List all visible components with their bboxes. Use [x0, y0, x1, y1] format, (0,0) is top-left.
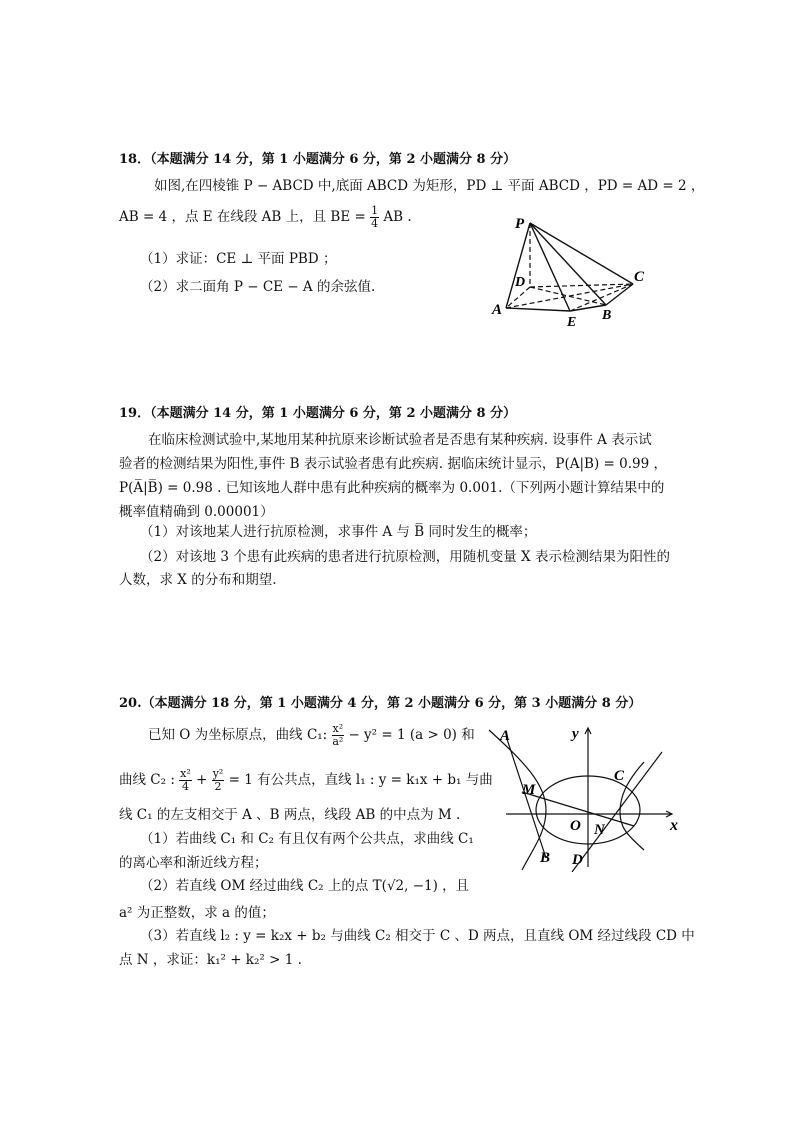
frac-denominator: a² — [332, 735, 344, 748]
q20-line1-a: 已知 O 为坐标原点，曲线 C₁: — [148, 727, 328, 743]
label-O: O — [570, 818, 581, 834]
q20-part1b: 的离心率和渐近线方程； — [119, 855, 268, 871]
q19-line2: 验者的检测结果为阳性,事件 B 表示试验者患有此疾病. 据临床统计显示，P(A|B) = 0.99 ， — [119, 456, 667, 472]
pyramid-figure — [488, 208, 658, 330]
frac-denominator: 4 — [371, 217, 379, 230]
q20-part2a: （2）若直线 OM 经过曲线 C₂ 上的点 T(√2, −1) ，且 — [140, 878, 470, 894]
q18-line2-b: AB . — [383, 209, 412, 225]
q18-fraction — [370, 205, 379, 230]
q19-header: 19．（本题满分 14 分，第 1 小题满分 6 分，第 2 小题满分 8 分） — [119, 406, 517, 421]
label-C: C — [634, 269, 645, 285]
label-N: N — [594, 822, 605, 838]
label-B: B — [602, 308, 612, 323]
label-M: M — [522, 782, 536, 798]
q19-line1: 在临床检测试验中,某地用某种抗原来诊断试验者是否患有某种疾病. 设事件 A 表示试 — [148, 432, 652, 448]
label-y: y — [572, 726, 579, 742]
label-D: D — [572, 852, 583, 868]
q20-line1 — [148, 723, 475, 748]
frac-numerator: y² — [212, 767, 224, 780]
q20-line2-a: 曲线 C₂ : — [119, 772, 175, 788]
q20-line1-fraction — [332, 723, 345, 748]
label-E: E — [567, 315, 577, 330]
label-A: A — [500, 728, 511, 744]
frac-numerator: 1 — [371, 204, 379, 217]
q20-line2-fraction2 — [212, 768, 225, 793]
q20-part3a: （3）若直线 l₂ : y = k₂x + b₂ 与曲线 C₂ 相交于 C 、D 两点，且直线 OM 经过线段 CD 中 — [140, 928, 695, 944]
q20-line2-plus: + — [196, 772, 208, 788]
label-C: C — [614, 768, 625, 784]
q18-line2 — [119, 205, 412, 230]
q18-header: 18．（本题满分 14 分，第 1 小题满分 6 分，第 2 小题满分 8 分） — [119, 152, 517, 167]
q19-line4: 概率值精确到 0.00001） — [119, 504, 274, 520]
q20-line2-b: = 1 有公共点，直线 l₁ : y = k₁x + b₁ 与曲 — [228, 772, 493, 788]
q19-part2b: 人数，求 X 的分布和期望. — [119, 572, 277, 588]
q20-header: 20.（本题满分 18 分，第 1 小题满分 4 分，第 2 小题满分 6 分，第 3 小题满分 8 分） — [119, 696, 642, 711]
q19-line3: P(A̅|B̅) = 0.98 . 已知该地人群中患有此种疾病的概率为 0.001.（下列两小题计算结果中的 — [119, 480, 665, 496]
q19-part1: （1）对该地某人进行抗原检测，求事件 A 与 B̅ 同时发生的概率； — [140, 524, 537, 540]
q20-line3: 线 C₁ 的左支相交于 A 、B 两点，线段 AB 的中点为 M . — [119, 807, 461, 823]
label-x: x — [670, 817, 678, 834]
conic-figure — [484, 722, 684, 872]
label-D: D — [515, 275, 526, 290]
frac-numerator: x² — [180, 767, 191, 780]
q20-part3b: 点 N ，求证：k₁² + k₂² > 1 . — [119, 952, 302, 968]
q20-part2b: a² 为正整数，求 a 的值； — [119, 905, 275, 921]
label-A: A — [492, 302, 503, 318]
q18-line2-a: AB = 4 ，点 E 在线段 AB 上，且 BE = — [119, 209, 366, 225]
q20-part1a: （1）若曲线 C₁ 和 C₂ 有且仅有两个公共点，求曲线 C₁ — [140, 831, 474, 847]
q18-part1: （1）求证：CE ⊥ 平面 PBD ； — [140, 251, 337, 267]
frac-denominator: 4 — [181, 780, 189, 793]
frac-denominator: 2 — [214, 780, 222, 793]
q19-part2a: （2）对该地 3 个患有此疾病的患者进行抗原检测，用随机变量 X 表示检测结果为阳性的 — [140, 549, 670, 565]
q18-part2: （2）求二面角 P − CE − A 的余弦值. — [140, 279, 376, 295]
q18-line1: 如图,在四棱锥 P − ABCD 中,底面 ABCD 为矩形，PD ⊥ 平面 ABCD ，PD = AD = 2 ， — [154, 178, 705, 194]
q20-line1-b: − y² = 1 (a > 0) 和 — [348, 727, 475, 743]
label-B: B — [540, 850, 551, 866]
q20-line2-fraction1 — [179, 768, 192, 793]
label-P: P — [515, 216, 525, 232]
frac-numerator: x² — [332, 722, 344, 735]
q20-line2 — [119, 768, 493, 793]
